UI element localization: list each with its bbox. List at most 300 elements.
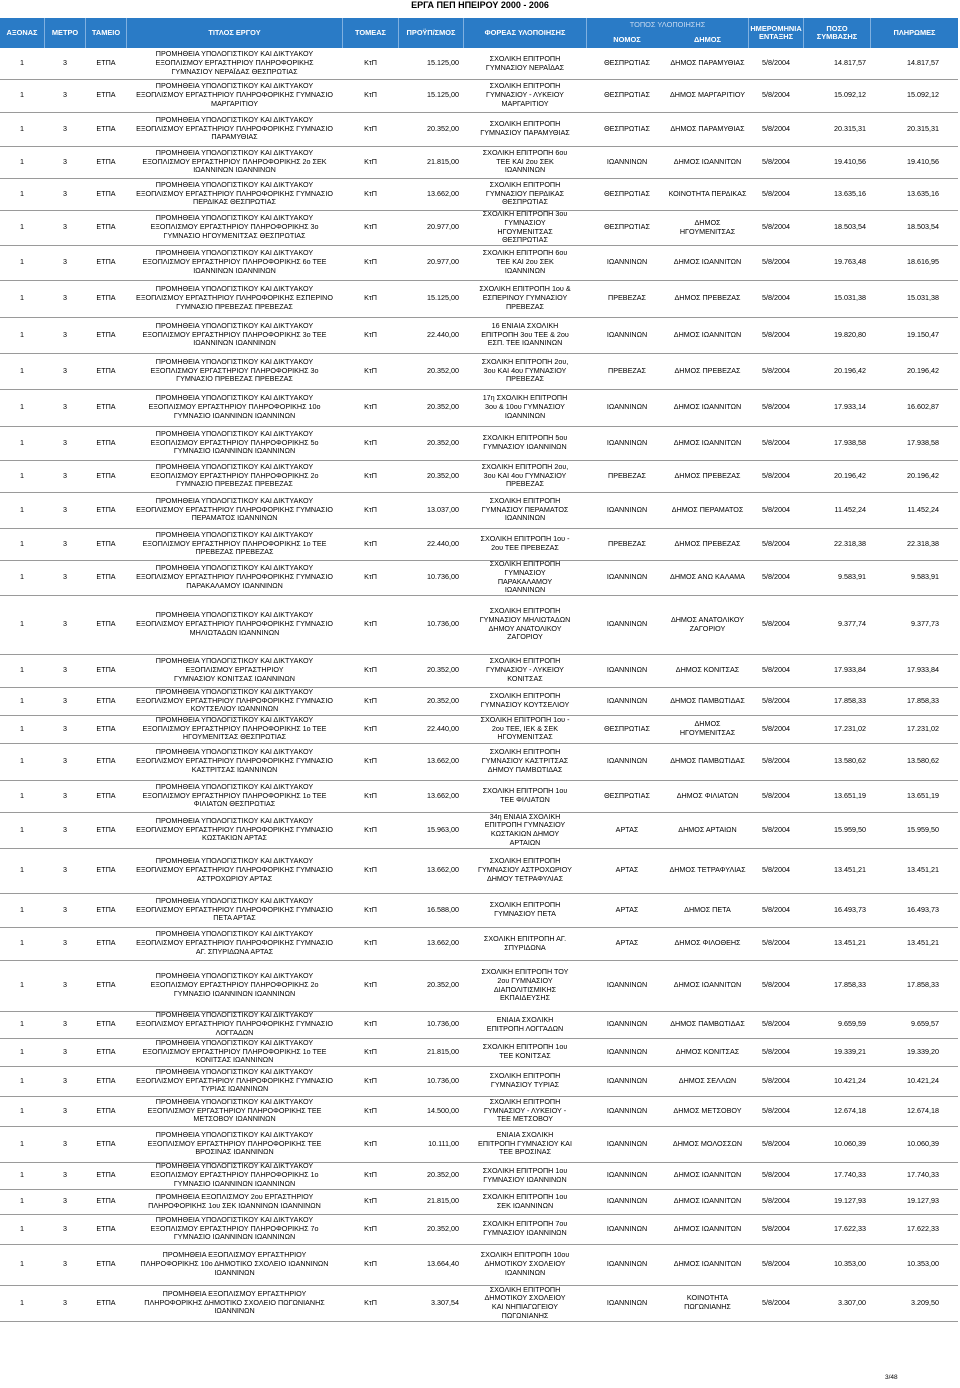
cell-tameio: ΕΤΠΑ — [96, 938, 116, 948]
cell-titlos: ΠΡΟΜΗΘΕΙΑ ΥΠΟΛΟΓΙΣΤΙΚΟΥ ΚΑΙ ΔΙΚΤΥΑΚΟΥ ΕΞΟΠΛΙΣΜΟΥ ΕΡΓΑΣΤΗΡΙΟΥ ΠΛΗΡΟΦΟΡΙΚΗΣ 5ο ΓΥΜΝΑΣΙΟ ΙΩΑΝΝΙΝΩΝ ΙΩΑΝΝΙΝΩΝ — [150, 428, 319, 456]
cell-tomeas: ΚτΠ — [364, 470, 377, 480]
table-row — [0, 1126, 958, 1163]
cell-metro: 3 — [63, 980, 67, 990]
cell-poso: 18.503,54 — [834, 222, 866, 232]
cell-metro: 3 — [63, 156, 67, 166]
cell-axonas: 1 — [20, 756, 24, 766]
cell-imerominia: 5/8/2004 — [762, 1170, 790, 1180]
cell-imerominia: 5/8/2004 — [762, 90, 790, 100]
document-title: ΕΡΓΑ ΠΕΠ ΗΠΕΙΡΟΥ 2000 - 2006 — [411, 0, 549, 10]
col-pliromes-header: ΠΛΗΡΩΜΕΣ — [893, 27, 936, 37]
cell-metro: 3 — [63, 723, 67, 733]
cell-proypologismos: 13.037,00 — [427, 504, 459, 514]
cell-imerominia: 5/8/2004 — [762, 1138, 790, 1148]
cell-titlos: ΠΡΟΜΗΘΕΙΑ ΥΠΟΛΟΓΙΣΤΙΚΟΥ ΚΑΙ ΔΙΚΤΥΑΚΟΥ ΕΞΟΠΛΙΣΜΟΥ ΕΡΓΑΣΤΗΡΙΟΥ ΓΥΜΝΑΣΙΟΥ ΚΟΝΙΤΣΑΣ ΙΩΑΝΝΙΝΩΝ — [155, 656, 314, 683]
cell-metro: 3 — [63, 572, 67, 582]
cell-poso: 20.315,31 — [834, 123, 866, 133]
cell-titlos: ΠΡΟΜΗΘΕΙΑ ΥΠΟΛΟΓΙΣΤΙΚΟΥ ΚΑΙ ΔΙΚΤΥΑΚΟΥ ΕΞΟΠΛΙΣΜΟΥ ΕΡΓΑΣΤΗΡΙΟΥ ΠΛΗΡΟΦΟΡΙΚΗΣ 3ο ΓΥΜΝΑΣΙΟ ΠΡΕΒΕΖΑΣ ΠΡΕΒΕΖΑΣ — [150, 356, 319, 384]
cell-proypologismos: 22.440,00 — [427, 538, 459, 548]
cell-tameio: ΕΤΠΑ — [96, 90, 116, 100]
cell-poso: 17.740,33 — [834, 1170, 866, 1180]
cell-tomeas: ΚτΠ — [364, 257, 377, 267]
cell-imerominia: 5/8/2004 — [762, 538, 790, 548]
cell-proypologismos: 21.815,00 — [427, 156, 459, 166]
cell-nomos: ΙΩΑΝΝΙΝΩΝ — [606, 1075, 648, 1085]
cell-tameio: ΕΤΠΑ — [96, 1138, 116, 1148]
table-row — [0, 460, 958, 493]
cell-tomeas: ΚτΠ — [364, 1223, 377, 1233]
cell-metro: 3 — [63, 293, 67, 303]
cell-nomos: ΘΕΣΠΡΩΤΙΑΣ — [604, 723, 650, 733]
cell-axonas: 1 — [20, 123, 24, 133]
cell-metro: 3 — [63, 222, 67, 232]
cell-foreas: ΣΧΟΛΙΚΗ ΕΠΙΤΡΟΠΗ ΤΟΥ 2ου ΓΥΜΝΑΣΙΟΥ ΔΙΑΠΟΛΙΤΙΣΜΙΚΗΣ ΕΚΠΑΙΔΕΥΣΗΣ — [481, 967, 569, 1003]
cell-axonas: 1 — [20, 1259, 24, 1269]
cell-pliromes: 17.740,33 — [907, 1170, 939, 1180]
cell-tomeas: ΚτΠ — [364, 572, 377, 582]
cell-poso: 10.421,24 — [834, 1075, 866, 1085]
cell-foreas: ΣΧΟΛΙΚΗ ΕΠΙΤΡΟΠΗ 1ου ΤΕΕ ΦΙΛΙΑΤΩΝ — [482, 786, 568, 804]
cell-dimos: ΔΗΜΟΣ ΗΓΟΥΜΕΝΙΤΣΑΣ — [679, 719, 736, 737]
table-row — [0, 780, 958, 813]
cell-nomos: ΠΡΕΒΕΖΑΣ — [608, 365, 646, 375]
cell-tameio: ΕΤΠΑ — [96, 1046, 116, 1056]
cell-foreas: 34η ΕΝΙΑΙΑ ΣΧΟΛΙΚΗ ΕΠΙΤΡΟΠΗ ΓΥΜΝΑΣΙΟΥ ΚΩΣΤΑΚΙΩΝ ΔΗΜΟΥ ΑΡΤΑΙΩΝ — [484, 812, 566, 847]
cell-poso: 13.651,19 — [834, 790, 866, 800]
table-row — [0, 812, 958, 849]
cell-metro: 3 — [63, 865, 67, 875]
cell-axonas: 1 — [20, 58, 24, 68]
table-row — [0, 848, 958, 894]
cell-imerominia: 5/8/2004 — [762, 824, 790, 834]
cell-tameio: ΕΤΠΑ — [96, 1297, 116, 1307]
cell-tameio: ΕΤΠΑ — [96, 329, 116, 339]
table-row — [0, 245, 958, 281]
cell-foreas: ΣΧΟΛΙΚΗ ΕΠΙΤΡΟΠΗ ΓΥΜΝΑΣΙΟΥ ΠΕΤΑ — [489, 900, 561, 918]
table-row — [0, 528, 958, 561]
cell-pliromes: 19.410,56 — [907, 156, 939, 166]
cell-metro: 3 — [63, 904, 67, 914]
cell-foreas: ΣΧΟΛΙΚΗ ΕΠΙΤΡΟΠΗ 7ου ΓΥΜΝΑΣΙΟΥ ΙΩΑΝΝΙΝΩΝ — [482, 1219, 568, 1237]
cell-tameio: ΕΤΠΑ — [96, 790, 116, 800]
cell-axonas: 1 — [20, 1223, 24, 1233]
cell-foreas: ΣΧΟΛΙΚΗ ΕΠΙΤΡΟΠΗ 10ου ΔΗΜΟΤΙΚΟΥ ΣΧΟΛΕΙΟΥ ΙΩΑΝΝΙΝΩΝ — [480, 1250, 570, 1277]
cell-metro: 3 — [63, 257, 67, 267]
cell-metro: 3 — [63, 665, 67, 675]
cell-proypologismos: 22.440,00 — [427, 329, 459, 339]
cell-imerominia: 5/8/2004 — [762, 1046, 790, 1056]
cell-foreas: 17η ΣΧΟΛΙΚΗ ΕΠΙΤΡΟΠΗ 3ου & 10ου ΓΥΜΝΑΣΙΟΥ ΙΩΑΝΝΙΝΩΝ — [482, 393, 568, 420]
cell-proypologismos: 20.352,00 — [427, 437, 459, 447]
cell-nomos: ΙΩΑΝΝΙΝΩΝ — [606, 695, 648, 705]
cell-metro: 3 — [63, 1105, 67, 1115]
cell-tameio: ΕΤΠΑ — [96, 402, 116, 412]
col-imerominia-header: ΗΜΕΡΟΜΗΝΙΑ ΕΝΤΑΞΗΣ — [750, 23, 802, 41]
cell-titlos: ΠΡΟΜΗΘΕΙΑ ΥΠΟΛΟΓΙΣΤΙΚΟΥ ΚΑΙ ΔΙΚΤΥΑΚΟΥ ΕΞΟΠΛΙΣΜΟΥ ΕΡΓΑΣΤΗΡΙΟΥ ΠΛΗΡΟΦΟΡΙΚΗΣ 1ο ΤΕΕ ΗΓΟΥΜΕΝΙΤΣΑΣ ΘΕΣΠΡΩΤΙΑΣ — [142, 715, 327, 742]
cell-dimos: ΔΗΜΟΣ ΠΡΕΒΕΖΑΣ — [674, 365, 741, 375]
cell-foreas: ΣΧΟΛΙΚΗ ΕΠΙΤΡΟΠΗ 6ου ΤΕΕ ΚΑΙ 2ου ΣΕΚ ΙΩΑΝΝΙΝΩΝ — [482, 248, 568, 275]
cell-axonas: 1 — [20, 1196, 24, 1206]
cell-dimos: ΔΗΜΟΣ ΠΡΕΒΕΖΑΣ — [674, 293, 741, 303]
table-row — [0, 743, 958, 781]
cell-pliromes: 10.060,39 — [907, 1138, 939, 1148]
cell-nomos: ΙΩΑΝΝΙΝΩΝ — [606, 1259, 648, 1269]
cell-axonas: 1 — [20, 572, 24, 582]
cell-poso: 9.377,74 — [838, 619, 866, 629]
cell-tomeas: ΚτΠ — [364, 824, 377, 834]
cell-titlos: ΠΡΟΜΗΘΕΙΑ ΥΠΟΛΟΓΙΣΤΙΚΟΥ ΚΑΙ ΔΙΚΤΥΑΚΟΥ ΕΞΟΠΛΙΣΜΟΥ ΕΡΓΑΣΤΗΡΙΟΥ ΠΛΗΡΟΦΟΡΙΚΗΣ ΓΥΜΝΑΣΙΟ ΠΑΡΑΜΥΘΙΑΣ — [136, 114, 333, 142]
cell-tomeas: ΚτΠ — [364, 58, 377, 68]
cell-metro: 3 — [63, 824, 67, 834]
cell-tomeas: ΚτΠ — [364, 938, 377, 948]
cell-imerominia: 5/8/2004 — [762, 572, 790, 582]
cell-proypologismos: 13.662,00 — [427, 865, 459, 875]
cell-pliromes: 9.659,57 — [911, 1019, 939, 1029]
cell-pliromes: 17.858,33 — [907, 695, 939, 705]
cell-imerominia: 5/8/2004 — [762, 365, 790, 375]
cell-titlos: ΠΡΟΜΗΘΕΙΑ ΥΠΟΛΟΓΙΣΤΙΚΟΥ ΚΑΙ ΔΙΚΤΥΑΚΟΥ ΕΞΟΠΛΙΣΜΟΥ ΕΡΓΑΣΤΗΡΙΟΥ ΠΛΗΡΟΦΟΡΙΚΗΣ ΤΕΕ ΜΕΤΣΟΒΟΥ ΙΩΑΝΝΙΝΩΝ — [147, 1096, 322, 1124]
cell-pliromes: 17.231,02 — [907, 723, 939, 733]
cell-foreas: ΣΧΟΛΙΚΗ ΕΠΙΤΡΟΠΗ 1ου - 2ου ΤΕΕ ΠΡΕΒΕΖΑΣ — [480, 534, 570, 552]
cell-dimos: ΔΗΜΟΣ ΑΝΑΤΟΛΙΚΟΥ ΖΑΓΟΡΙΟΥ — [670, 614, 745, 633]
cell-foreas: ΣΧΟΛΙΚΗ ΕΠΙΤΡΟΠΗ ΓΥΜΝΑΣΙΟΥ ΚΟΥΤΣΕΛΙΟΥ — [480, 691, 570, 709]
cell-poso: 17.933,14 — [834, 402, 866, 412]
cell-poso: 17.231,02 — [834, 723, 866, 733]
cell-pliromes: 13.635,16 — [907, 188, 939, 198]
page-number: 3/48 — [885, 1374, 898, 1381]
cell-tomeas: ΚτΠ — [364, 329, 377, 339]
cell-axonas: 1 — [20, 365, 24, 375]
table-row — [0, 654, 958, 688]
cell-imerominia: 5/8/2004 — [762, 865, 790, 875]
cell-imerominia: 5/8/2004 — [762, 329, 790, 339]
cell-tameio: ΕΤΠΑ — [96, 665, 116, 675]
cell-foreas: ΣΧΟΛΙΚΗ ΕΠΙΤΡΟΠΗ ΔΗΜΟΤΙΚΟΥ ΣΧΟΛΕΙΟΥ ΚΑΙ ΝΗΠΙΑΓΩΓΕΙΟΥ ΠΩΓΩΝΙΑΝΗΣ — [484, 1285, 566, 1320]
cell-tameio: ΕΤΠΑ — [96, 619, 116, 629]
cell-tomeas: ΚτΠ — [364, 756, 377, 766]
cell-tomeas: ΚτΠ — [364, 1019, 377, 1029]
cell-tameio: ΕΤΠΑ — [96, 980, 116, 990]
cell-dimos: ΔΗΜΟΣ ΦΙΛΟΘΕΗΣ — [674, 938, 741, 948]
cell-titlos: ΠΡΟΜΗΘΕΙΑ ΥΠΟΛΟΓΙΣΤΙΚΟΥ ΚΑΙ ΔΙΚΤΥΑΚΟΥ ΕΞΟΠΛΙΣΜΟΥ ΕΡΓΑΣΤΗΡΙΟΥ ΠΛΗΡΟΦΟΡΙΚΗΣ 1ο ΓΥΜΝΑΣΙΟ ΙΩΑΝΝΙΝΩΝ ΙΩΑΝΝΙΝΩΝ — [150, 1162, 319, 1188]
table-row — [0, 1285, 958, 1322]
cell-tomeas: ΚτΠ — [364, 904, 377, 914]
cell-imerominia: 5/8/2004 — [762, 293, 790, 303]
cell-proypologismos: 20.352,00 — [427, 980, 459, 990]
col-proypologismos-header: ΠΡΟΫΠ/ΣΜΟΣ — [406, 27, 456, 37]
cell-titlos: ΠΡΟΜΗΘΕΙΑ ΥΠΟΛΟΓΙΣΤΙΚΟΥ ΚΑΙ ΔΙΚΤΥΑΚΟΥ ΕΞΟΠΛΙΣΜΟΥ ΕΡΓΑΣΤΗΡΙΟΥ ΠΛΗΡΟΦΟΡΙΚΗΣ ΓΥΜΝΑΣΙΟ ΑΓ. ΣΠΥΡΙΔΩΝΑ ΑΡΤΑΣ — [136, 929, 333, 956]
cell-dimos: ΔΗΜΟΣ ΠΕΤΑ — [684, 904, 731, 914]
cell-foreas: ΣΧΟΛΙΚΗ ΕΠΙΤΡΟΠΗ ΓΥΜΝΑΣΙΟΥ ΤΥΡΙΑΣ — [489, 1071, 561, 1089]
cell-dimos: ΔΗΜΟΣ ΙΩΑΝΝΙΤΩΝ — [673, 437, 742, 447]
cell-tomeas: ΚτΠ — [364, 402, 377, 412]
cell-poso: 20.196,42 — [834, 365, 866, 375]
cell-imerominia: 5/8/2004 — [762, 257, 790, 267]
table-header — [0, 18, 958, 48]
cell-pliromes: 15.031,38 — [907, 293, 939, 303]
cell-proypologismos: 10.736,00 — [427, 1075, 459, 1085]
cell-pliromes: 17.622,33 — [907, 1223, 939, 1233]
cell-titlos: ΠΡΟΜΗΘΕΙΑ ΥΠΟΛΟΓΙΣΤΙΚΟΥ ΚΑΙ ΔΙΚΤΥΑΚΟΥ ΕΞΟΠΛΙΣΜΟΥ ΕΡΓΑΣΤΗΡΙΟΥ ΠΛΗΡΟΦΟΡΙΚΗΣ ΤΕΕ ΒΡΟΣΙΝΑΣ ΙΩΑΝΝΙΝΩΝ — [147, 1129, 322, 1157]
cell-tomeas: ΚτΠ — [364, 1138, 377, 1148]
table-row — [0, 280, 958, 318]
cell-titlos: ΠΡΟΜΗΘΕΙΑ ΥΠΟΛΟΓΙΣΤΙΚΟΥ ΚΑΙ ΔΙΚΤΥΑΚΟΥ ΕΞΟΠΛΙΣΜΟΥ ΕΡΓΑΣΤΗΡΙΟΥ ΠΛΗΡΟΦΟΡΙΚΗΣ ΓΥΜΝΑΣΙΟ ΚΩΣΤΑΚΙΩΝ ΑΡΤΑΣ — [136, 815, 333, 843]
table-row — [0, 1066, 958, 1097]
cell-foreas: 16 ΕΝΙΑΙΑ ΣΧΟΛΙΚΗ ΕΠΙΤΡΟΠΗ 3ου ΤΕΕ & 2ου ΕΣΠ. ΤΕΕ ΙΩΑΝΝΙΝΩΝ — [481, 320, 569, 348]
cell-dimos: ΚΟΙΝΟΤΗΤΑ ΠΕΡΔΙΚΑΣ — [668, 188, 747, 198]
table-row — [0, 560, 958, 596]
cell-proypologismos: 22.440,00 — [427, 723, 459, 733]
col-tameio-header: ΤΑΜΕΙΟ — [91, 27, 121, 37]
cell-metro: 3 — [63, 470, 67, 480]
cell-tomeas: ΚτΠ — [364, 156, 377, 166]
cell-imerominia: 5/8/2004 — [762, 188, 790, 198]
cell-nomos: ΘΕΣΠΡΩΤΙΑΣ — [604, 90, 650, 100]
cell-imerominia: 5/8/2004 — [762, 156, 790, 166]
cell-metro: 3 — [63, 619, 67, 629]
cell-titlos: ΠΡΟΜΗΘΕΙΑ ΥΠΟΛΟΓΙΣΤΙΚΟΥ ΚΑΙ ΔΙΚΤΥΑΚΟΥ ΕΞΟΠΛΙΣΜΟΥ ΕΡΓΑΣΤΗΡΙΟΥ ΠΛΗΡΟΦΟΡΙΚΗΣ 2ο ΣΕΚ ΙΩΑΝΝΙΝΩΝ ΙΩΑΝΝΙΝΩΝ — [142, 147, 327, 175]
cell-axonas: 1 — [20, 1019, 24, 1029]
cell-pliromes: 9.583,91 — [911, 572, 939, 582]
cell-poso: 19.820,80 — [834, 329, 866, 339]
table-row — [0, 1011, 958, 1039]
cell-imerominia: 5/8/2004 — [762, 1105, 790, 1115]
cell-imerominia: 5/8/2004 — [762, 980, 790, 990]
cell-tameio: ΕΤΠΑ — [96, 1170, 116, 1180]
cell-poso: 19.763,48 — [834, 257, 866, 267]
cell-foreas: ΣΧΟΛΙΚΗ ΕΠΙΤΡΟΠΗ ΓΥΜΝΑΣΙΟΥ ΝΕΡΑΪΔΑΣ — [485, 53, 565, 72]
cell-poso: 9.659,59 — [838, 1019, 866, 1029]
cell-nomos: ΙΩΑΝΝΙΝΩΝ — [606, 1223, 648, 1233]
cell-proypologismos: 10.736,00 — [427, 1019, 459, 1029]
cell-dimos: ΔΗΜΟΣ ΙΩΑΝΝΙΤΩΝ — [673, 1170, 742, 1180]
table-row — [0, 687, 958, 716]
cell-tameio: ΕΤΠΑ — [96, 1019, 116, 1029]
cell-nomos: ΙΩΑΝΝΙΝΩΝ — [606, 572, 648, 582]
cell-nomos: ΙΩΑΝΝΙΝΩΝ — [606, 1138, 648, 1148]
cell-pliromes: 20.196,42 — [907, 365, 939, 375]
cell-proypologismos: 10.736,00 — [427, 619, 459, 629]
cell-tameio: ΕΤΠΑ — [96, 1259, 116, 1269]
cell-axonas: 1 — [20, 1046, 24, 1056]
cell-foreas: ΣΧΟΛΙΚΗ ΕΠΙΤΡΟΠΗ ΓΥΜΝΑΣΙΟΥ ΠΕΡΑΜΑΤΟΣ ΙΩΑΝΝΙΝΩΝ — [481, 495, 569, 523]
table-row — [0, 1096, 958, 1127]
cell-foreas: ΣΧΟΛΙΚΗ ΕΠΙΤΡΟΠΗ 2ου, 3ου ΚΑΙ 4ου ΓΥΜΝΑΣΙΟΥ ΠΡΕΒΕΖΑΣ — [481, 356, 569, 384]
cell-nomos: ΙΩΑΝΝΙΝΩΝ — [606, 1019, 648, 1029]
cell-tomeas: ΚτΠ — [364, 504, 377, 514]
cell-pliromes: 14.817,57 — [907, 58, 939, 68]
cell-metro: 3 — [63, 1170, 67, 1180]
cell-pliromes: 19.127,93 — [907, 1196, 939, 1206]
cell-metro: 3 — [63, 1196, 67, 1206]
cell-pliromes: 16.493,73 — [907, 904, 939, 914]
cell-titlos: ΠΡΟΜΗΘΕΙΑ ΥΠΟΛΟΓΙΣΤΙΚΟΥ ΚΑΙ ΔΙΚΤΥΑΚΟΥ ΕΞΟΠΛΙΣΜΟΥ ΕΡΓΑΣΤΗΡΙΟΥ ΠΛΗΡΟΦΟΡΙΚΗΣ ΓΥΜΝΑΣΙΟ ΜΑΡΓΑΡΙΤΙΟΥ — [136, 81, 333, 108]
cell-imerominia: 5/8/2004 — [762, 58, 790, 68]
cell-titlos: ΠΡΟΜΗΘΕΙΑ ΥΠΟΛΟΓΙΣΤΙΚΟΥ ΚΑΙ ΔΙΚΤΥΑΚΟΥ ΕΞΟΠΛΙΣΜΟΥ ΕΡΓΑΣΤΗΡΙΟΥ ΠΛΗΡΟΦΟΡΙΚΗΣ ΓΥΜΝΑΣΙΟ ΚΟΥΤΣΕΛΙΟΥ ΙΩΑΝΝΙΝΩΝ — [136, 687, 333, 714]
cell-tomeas: ΚτΠ — [364, 1297, 377, 1307]
cell-poso: 13.580,62 — [834, 756, 866, 766]
table-row — [0, 317, 958, 354]
cell-axonas: 1 — [20, 1138, 24, 1148]
cell-dimos: ΔΗΜΟΣ ΜΕΤΣΟΒΟΥ — [673, 1105, 742, 1115]
cell-poso: 17.938,58 — [834, 437, 866, 447]
cell-titlos: ΠΡΟΜΗΘΕΙΑ ΕΞΟΠΛΙΣΜΟΥ ΕΡΓΑΣΤΗΡΙΟΥ ΠΛΗΡΟΦΟΡΙΚΗΣ 10ο ΔΗΜΟΤΙΚΟ ΣΧΟΛΕΙΟ ΙΩΑΝΝΙΝΩΝ ΙΩΑΝΝΙΝΩΝ — [140, 1250, 329, 1277]
cell-axonas: 1 — [20, 723, 24, 733]
cell-titlos: ΠΡΟΜΗΘΕΙΑ ΥΠΟΛΟΓΙΣΤΙΚΟΥ ΚΑΙ ΔΙΚΤΥΑΚΟΥ ΕΞΟΠΛΙΣΜΟΥ ΕΡΓΑΣΤΗΡΙΟΥ ΠΛΗΡΟΦΟΡΙΚΗΣ ΓΥΜΝΑΣΙΟ ΜΗΛΙΩΤΑΔΩΝ ΙΩΑΝΝΙΝΩΝ — [136, 610, 333, 637]
cell-foreas: ΣΧΟΛΙΚΗ ΕΠΙΤΡΟΠΗ ΓΥΜΝΑΣΙΟΥ ΜΗΛΙΩΤΑΔΩΝ ΔΗΜΟΥ ΑΝΑΤΟΛΙΚΟΥ ΖΑΓΟΡΙΟΥ — [479, 606, 571, 642]
cell-pliromes: 10.353,00 — [907, 1259, 939, 1269]
cell-foreas: ΣΧΟΛΙΚΗ ΕΠΙΤΡΟΠΗ ΓΥΜΝΑΣΙΟΥ ΑΣΤΡΟΧΩΡΙΟΥ ΔΗΜΟΥ ΤΕΤΡΑΦΥΛΙΑΣ — [478, 856, 572, 883]
cell-titlos: ΠΡΟΜΗΘΕΙΑ ΥΠΟΛΟΓΙΣΤΙΚΟΥ ΚΑΙ ΔΙΚΤΥΑΚΟΥ ΕΞΟΠΛΙΣΜΟΥ ΕΡΓΑΣΤΗΡΙΟΥ ΠΛΗΡΟΦΟΡΙΚΗΣ 10ο ΓΥΜΝΑΣΙΟ ΙΩΑΝΝΙΝΩΝ ΙΩΑΝΝΙΝΩΝ — [148, 393, 321, 420]
table-row — [0, 1244, 958, 1286]
cell-axonas: 1 — [20, 938, 24, 948]
cell-nomos: ΠΡΕΒΕΖΑΣ — [608, 470, 646, 480]
cell-tomeas: ΚτΠ — [364, 865, 377, 875]
cell-foreas: ΣΧΟΛΙΚΗ ΕΠΙΤΡΟΠΗ ΓΥΜΝΑΣΙΟΥ - ΛΥΚΕΙΟΥ ΚΟΝΙΤΣΑΣ — [486, 656, 564, 683]
cell-foreas: ΣΧΟΛΙΚΗ ΕΠΙΤΡΟΠΗ 1ου & ΕΣΠΕΡΙΝΟΥ ΓΥΜΝΑΣΙΟΥ ΠΡΕΒΕΖΑΣ — [479, 284, 571, 311]
cell-proypologismos: 15.125,00 — [427, 90, 459, 100]
cell-imerominia: 5/8/2004 — [762, 1297, 790, 1307]
cell-foreas: ΣΧΟΛΙΚΗ ΕΠΙΤΡΟΠΗ ΓΥΜΝΑΣΙΟΥ - ΛΥΚΕΙΟΥ ΜΑΡΓΑΡΙΤΙΟΥ — [486, 81, 564, 108]
cell-axonas: 1 — [20, 257, 24, 267]
cell-axonas: 1 — [20, 980, 24, 990]
cell-dimos: ΔΗΜΟΣ ΜΑΡΓΑΡΙΤΙΟΥ — [669, 90, 745, 100]
cell-titlos: ΠΡΟΜΗΘΕΙΑ ΥΠΟΛΟΓΙΣΤΙΚΟΥ ΚΑΙ ΔΙΚΤΥΑΚΟΥ ΕΞΟΠΛΙΣΜΟΥ ΕΡΓΑΣΤΗΡΙΟΥ ΠΛΗΡΟΦΟΡΙΚΗΣ ΓΥΜΝΑΣΙΟ ΠΑΡΑΚΑΛΑΜΟΥ ΙΩΑΝΝΙΝΩΝ — [136, 563, 333, 590]
cell-poso: 16.493,73 — [834, 904, 866, 914]
cell-foreas: ΣΧΟΛΙΚΗ ΕΠΙΤΡΟΠΗ 5ου ΓΥΜΝΑΣΙΟΥ ΙΩΑΝΝΙΝΩΝ — [482, 433, 568, 451]
cell-metro: 3 — [63, 695, 67, 705]
cell-imerominia: 5/8/2004 — [762, 756, 790, 766]
cell-dimos: ΔΗΜΟΣ ΠΑΜΒΩΤΙΔΑΣ — [670, 695, 745, 705]
cell-metro: 3 — [63, 938, 67, 948]
cell-axonas: 1 — [20, 824, 24, 834]
cell-nomos: ΘΕΣΠΡΩΤΙΑΣ — [604, 790, 650, 800]
table-row — [0, 1189, 958, 1215]
cell-proypologismos: 20.977,00 — [427, 257, 459, 267]
cell-tomeas: ΚτΠ — [364, 1105, 377, 1115]
cell-tomeas: ΚτΠ — [364, 90, 377, 100]
cell-imerominia: 5/8/2004 — [762, 123, 790, 133]
cell-tomeas: ΚτΠ — [364, 538, 377, 548]
cell-poso: 19.410,56 — [834, 156, 866, 166]
cell-axonas: 1 — [20, 90, 24, 100]
cell-nomos: ΘΕΣΠΡΩΤΙΑΣ — [604, 188, 650, 198]
cell-nomos: ΙΩΑΝΝΙΝΩΝ — [606, 1046, 648, 1056]
cell-pliromes: 19.150,47 — [907, 329, 939, 339]
cell-axonas: 1 — [20, 437, 24, 447]
cell-proypologismos: 13.662,00 — [427, 188, 459, 198]
cell-axonas: 1 — [20, 865, 24, 875]
cell-nomos: ΙΩΑΝΝΙΝΩΝ — [606, 665, 648, 675]
cell-dimos: ΔΗΜΟΣ ΠΡΕΒΕΖΑΣ — [674, 470, 741, 480]
cell-nomos: ΙΩΑΝΝΙΝΩΝ — [606, 402, 648, 412]
cell-proypologismos: 13.662,00 — [427, 756, 459, 766]
cell-proypologismos: 13.662,00 — [427, 938, 459, 948]
cell-metro: 3 — [63, 1259, 67, 1269]
cell-poso: 17.933,84 — [834, 665, 866, 675]
cell-nomos: ΙΩΑΝΝΙΝΩΝ — [606, 504, 648, 514]
cell-proypologismos: 15.125,00 — [427, 58, 459, 68]
cell-metro: 3 — [63, 1138, 67, 1148]
cell-metro: 3 — [63, 90, 67, 100]
cell-tameio: ΕΤΠΑ — [96, 1075, 116, 1085]
cell-metro: 3 — [63, 365, 67, 375]
cell-tameio: ΕΤΠΑ — [96, 1223, 116, 1233]
table-row — [0, 1162, 958, 1190]
cell-pliromes: 11.452,24 — [907, 504, 939, 514]
cell-dimos: ΔΗΜΟΣ ΠΑΜΒΩΤΙΔΑΣ — [670, 756, 745, 766]
cell-tomeas: ΚτΠ — [364, 222, 377, 232]
cell-foreas: ΣΧΟΛΙΚΗ ΕΠΙΤΡΟΠΗ 3ου ΓΥΜΝΑΣΙΟΥ ΗΓΟΥΜΕΝΙΤΣΑΣ ΘΕΣΠΡΩΤΙΑΣ — [482, 210, 568, 245]
cell-nomos: ΙΩΑΝΝΙΝΩΝ — [606, 329, 648, 339]
cell-proypologismos: 20.352,00 — [427, 665, 459, 675]
cell-foreas: ΣΧΟΛΙΚΗ ΕΠΙΤΡΟΠΗ ΓΥΜΝΑΣΙΟΥ - ΛΥΚΕΙΟΥ - ΤΕΕ ΜΕΤΣΟΒΟΥ — [483, 1096, 567, 1124]
cell-nomos: ΙΩΑΝΝΙΝΩΝ — [606, 980, 648, 990]
cell-poso: 13.451,21 — [834, 865, 866, 875]
col-metro-header: ΜΕΤΡΟ — [51, 27, 79, 37]
cell-metro: 3 — [63, 756, 67, 766]
cell-poso: 3.307,00 — [838, 1297, 866, 1307]
cell-proypologismos: 21.815,00 — [427, 1046, 459, 1056]
cell-proypologismos: 20.352,00 — [427, 470, 459, 480]
cell-titlos: ΠΡΟΜΗΘΕΙΑ ΥΠΟΛΟΓΙΣΤΙΚΟΥ ΚΑΙ ΔΙΚΤΥΑΚΟΥ ΕΞΟΠΛΙΣΜΟΥ ΕΡΓΑΣΤΗΡΙΟΥ ΠΛΗΡΟΦΟΡΙΚΗΣ ΓΥΜΝΑΣΙΟ ΠΕΡΑΜΑΤΟΣ ΙΩΑΝΝΙΝΩΝ — [136, 495, 333, 523]
cell-dimos: ΔΗΜΟΣ ΙΩΑΝΝΙΤΩΝ — [673, 1196, 742, 1206]
cell-pliromes: 12.674,18 — [907, 1105, 939, 1115]
cell-tameio: ΕΤΠΑ — [96, 1105, 116, 1115]
cell-axonas: 1 — [20, 293, 24, 303]
cell-foreas: ΣΧΟΛΙΚΗ ΕΠΙΤΡΟΠΗ 6ου ΤΕΕ ΚΑΙ 2ου ΣΕΚ ΙΩΑΝΝΙΝΩΝ — [482, 147, 568, 175]
cell-metro: 3 — [63, 402, 67, 412]
cell-proypologismos: 13.664,40 — [427, 1259, 459, 1269]
table-row — [0, 389, 958, 427]
cell-proypologismos: 20.977,00 — [427, 222, 459, 232]
cell-pliromes: 10.421,24 — [907, 1075, 939, 1085]
cell-tameio: ΕΤΠΑ — [96, 756, 116, 766]
cell-poso: 12.674,18 — [834, 1105, 866, 1115]
cell-poso: 13.635,16 — [834, 188, 866, 198]
cell-dimos: ΔΗΜΟΣ ΠΡΕΒΕΖΑΣ — [674, 538, 741, 548]
cell-pliromes: 15.092,12 — [907, 90, 939, 100]
cell-tomeas: ΚτΠ — [364, 695, 377, 705]
cell-metro: 3 — [63, 538, 67, 548]
cell-metro: 3 — [63, 790, 67, 800]
cell-pliromes: 17.933,84 — [907, 665, 939, 675]
cell-axonas: 1 — [20, 695, 24, 705]
cell-tameio: ΕΤΠΑ — [96, 437, 116, 447]
cell-foreas: ΣΧΟΛΙΚΗ ΕΠΙΤΡΟΠΗ ΓΥΜΝΑΣΙΟΥ ΚΑΣΤΡΙΤΣΑΣ ΔΗΜΟΥ ΠΑΜΒΩΤΙΔΑΣ — [481, 747, 569, 774]
cell-imerominia: 5/8/2004 — [762, 938, 790, 948]
cell-dimos: ΔΗΜΟΣ ΦΙΛΙΑΤΩΝ — [676, 790, 739, 800]
cell-tameio: ΕΤΠΑ — [96, 504, 116, 514]
cell-poso: 10.353,00 — [834, 1259, 866, 1269]
cell-metro: 3 — [63, 123, 67, 133]
cell-titlos: ΠΡΟΜΗΘΕΙΑ ΥΠΟΛΟΓΙΣΤΙΚΟΥ ΚΑΙ ΔΙΚΤΥΑΚΟΥ ΕΞΟΠΛΙΣΜΟΥ ΕΡΓΑΣΤΗΡΙΟΥ ΠΛΗΡΟΦΟΡΙΚΗΣ ΓΥΜΝΑΣΙΟ ΑΣΤΡΟΧΩΡΙΟΥ ΑΡΤΑΣ — [136, 856, 333, 883]
cell-titlos: ΠΡΟΜΗΘΕΙΑ ΥΠΟΛΟΓΙΣΤΙΚΟΥ ΚΑΙ ΔΙΚΤΥΑΚΟΥ ΕΞΟΠΛΙΣΜΟΥ ΕΡΓΑΣΤΗΡΙΟΥ ΠΛΗΡΟΦΟΡΙΚΗΣ 6ο ΤΕΕ ΙΩΑΝΝΙΝΩΝ ΙΩΑΝΝΙΝΩΝ — [142, 248, 327, 275]
cell-dimos: ΔΗΜΟΣ ΙΩΑΝΝΙΤΩΝ — [673, 1223, 742, 1233]
cell-nomos: ΙΩΑΝΝΙΝΩΝ — [606, 1105, 648, 1115]
cell-poso: 22.318,38 — [834, 538, 866, 548]
cell-nomos: ΙΩΑΝΝΙΝΩΝ — [606, 437, 648, 447]
cell-titlos: ΠΡΟΜΗΘΕΙΑ ΕΞΟΠΛΙΣΜΟΥ 2ου ΕΡΓΑΣΤΗΡΙΟΥ ΠΛΗΡΟΦΟΡΙΚΗΣ 1ου ΣΕΚ ΙΩΑΝΝΙΝΩΝ ΙΩΑΝΝΙΝΩΝ — [148, 1191, 321, 1210]
cell-titlos: ΠΡΟΜΗΘΕΙΑ ΥΠΟΛΟΓΙΣΤΙΚΟΥ ΚΑΙ ΔΙΚΤΥΑΚΟΥ ΕΞΟΠΛΙΣΜΟΥ ΕΡΓΑΣΤΗΡΙΟΥ ΠΛΗΡΟΦΟΡΙΚΗΣ ΓΥΜΝΑΣΙΟ ΠΕΤΑ ΑΡΤΑΣ — [136, 895, 333, 923]
table-row — [0, 210, 958, 246]
cell-tameio: ΕΤΠΑ — [96, 365, 116, 375]
cell-axonas: 1 — [20, 1075, 24, 1085]
cell-proypologismos: 21.815,00 — [427, 1196, 459, 1206]
cell-metro: 3 — [63, 329, 67, 339]
cell-titlos: ΠΡΟΜΗΘΕΙΑ ΥΠΟΛΟΓΙΣΤΙΚΟΥ ΚΑΙ ΔΙΚΤΥΑΚΟΥ ΕΞΟΠΛΙΣΜΟΥ ΕΡΓΑΣΤΗΡΙΟΥ ΠΛΗΡΟΦΟΡΙΚΗΣ ΓΥΜΝΑΣΙΟΥ ΝΕΡΑΪΔΑΣ ΘΕΣΠΡΩΤΙΑΣ — [155, 49, 314, 76]
table-row — [0, 426, 958, 461]
